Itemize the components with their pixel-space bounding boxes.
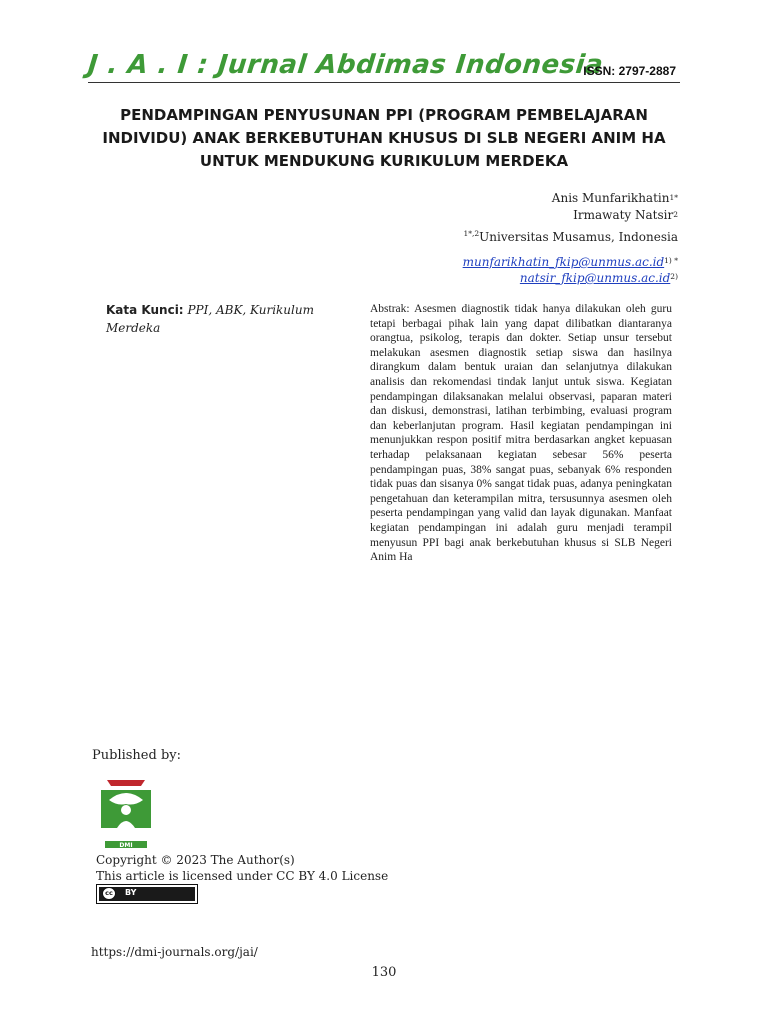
license-line: This article is licensed under CC BY 4.0 License <box>96 869 389 883</box>
journal-header <box>88 50 680 83</box>
email-link[interactable]: munfarikhatin_fkip@unmus.ac.id <box>462 255 665 269</box>
abstract: Abstrak: Asesmen diagnostik tidak hanya dilakukan oleh guru tetapi berbagai pihak lain yang dapat dilibatkan diantaranya orangtua, psikolog, terapis dan dokter. Setiap unsur tersebut melakukan asesmen diagnostik setiap siswa dan hasilnya dirangkum dalam bentuk uraian dan selanjutnya dilakukan analisis dan rekomendasi tindak lanjut untuk siswa. Kegiatan pendampingan dilaksanakan melalui observasi, paparan materi dan diskusi, demonstrasi, latihan terbimbing, evaluasi program dan keberlanjutan program. Hasil kegiatan pendampingan ini menunjukkan respon positif mitra berdasarkan angket kepuasan terhadap pelaksanaan kegiatan sebesar 56% peserta pendampingan puas, 38% sangat puas, sebanyak 6% responden tidak puas dan sisanya 0% sangat tidak puas, adanya peningkatan pengetahuan dan keterampilan mitra, tersusunnya asesmen oleh peserta pendampingan yang valid dan layak digunakan. Manfaat kegiatan pendampingan ini adalah guru menjadi terampil menyusun PPI bagi anak berkebutuhan khusus si SLB Negeri Anim Ha <box>370 303 672 564</box>
keywords-text: PPI, ABK, Kurikulum Merdeka <box>106 303 314 335</box>
issn: ISSN: 2797-2887 <box>583 64 676 78</box>
affiliation-mark: 1*,2 <box>463 229 480 238</box>
cc-badge-inner <box>99 887 195 901</box>
journal-title: J . A . I : Jurnal Abdimas Indonesia <box>86 50 605 80</box>
keywords-label: Kata Kunci: <box>106 303 184 317</box>
cc-icon: cc <box>102 887 116 900</box>
published-by: Published by: <box>92 748 181 763</box>
emails <box>463 254 678 286</box>
by-label: BY <box>125 888 137 897</box>
dmi-logo <box>95 776 157 848</box>
title-line: INDIVIDU) ANAK BERKEBUTUHAN KHUSUS DI SLB NEGERI ANIM HA <box>102 129 666 147</box>
title-line: PENDAMPINGAN PENYUSUNAN PPI (PROGRAM PEMBELAJARAN <box>120 106 648 124</box>
author <box>552 190 678 207</box>
author-mark: 2 <box>673 210 678 219</box>
journal-url[interactable]: https://dmi-journals.org/jai/ <box>91 945 258 959</box>
affiliation <box>463 230 678 244</box>
email-line <box>463 254 678 270</box>
affiliation-text: Universitas Musamus, Indonesia <box>479 230 678 244</box>
authors <box>552 190 678 224</box>
email-link[interactable]: natsir_fkip@unmus.ac.id <box>519 271 671 285</box>
cc-by-badge[interactable] <box>96 884 198 904</box>
copyright <box>96 852 388 884</box>
email-mark: 1) * <box>664 256 678 265</box>
email-mark: 2) <box>670 272 678 281</box>
article-title <box>88 104 680 173</box>
author <box>552 207 678 224</box>
copyright-line: Copyright © 2023 The Author(s) <box>96 853 295 867</box>
author-name: Irmawaty Natsir <box>573 208 674 222</box>
title-line: UNTUK MENDUKUNG KURIKULUM MERDEKA <box>199 152 569 170</box>
keywords <box>106 301 326 337</box>
email-line <box>463 270 678 286</box>
dmi-logo-text: DMI <box>119 842 133 848</box>
author-name: Anis Munfarikhatin <box>551 191 670 205</box>
author-mark: 1* <box>669 193 678 202</box>
page-number: 130 <box>371 965 397 980</box>
